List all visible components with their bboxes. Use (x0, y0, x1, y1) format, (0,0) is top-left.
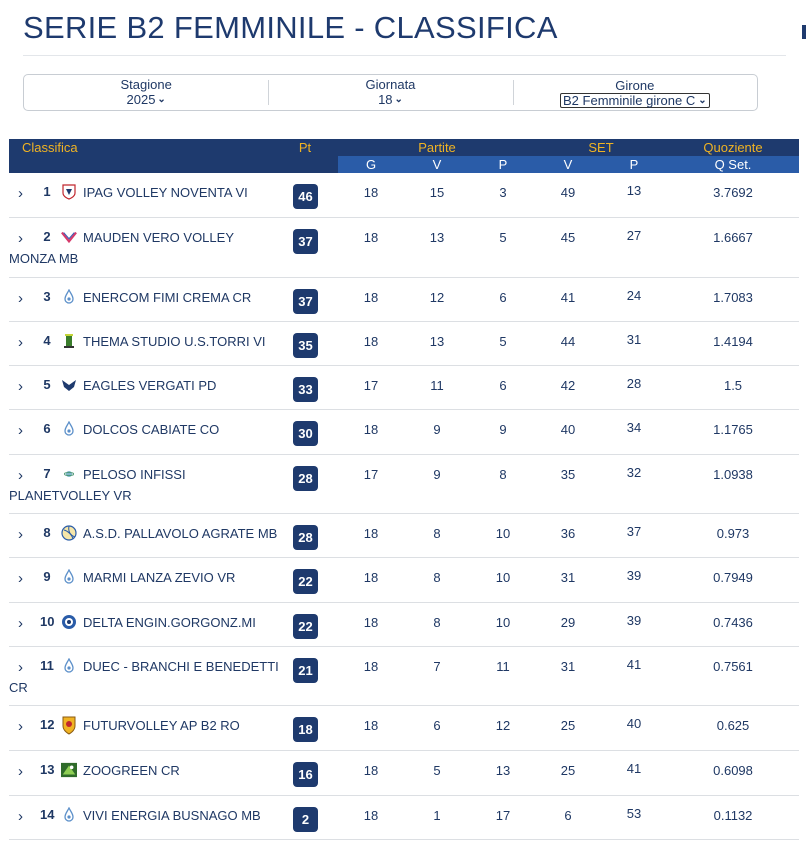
matches-won: 8 (433, 526, 441, 541)
position-number: 14 (40, 807, 55, 822)
table-header-sub (9, 156, 799, 173)
header-sets-lost: P (629, 157, 639, 172)
team-name[interactable]: DELTA ENGIN.GORGONZ.MI (83, 615, 256, 630)
table-row[interactable] (9, 751, 799, 796)
table-body (9, 173, 799, 840)
matches-lost: 9 (499, 422, 507, 437)
matches-won: 9 (433, 467, 441, 482)
position-number: 11 (40, 658, 54, 673)
filter-bar (23, 74, 758, 111)
group-value: B2 Femminile girone C (563, 92, 696, 108)
set-ratio: 0.1132 (713, 808, 753, 823)
sets-lost: 28 (626, 376, 642, 391)
matches-played: 18 (363, 526, 379, 541)
points-badge: 37 (293, 289, 318, 314)
expand-chevron-icon[interactable]: › (18, 659, 23, 676)
sets-lost: 24 (626, 288, 642, 303)
table-row[interactable] (9, 410, 799, 455)
points-badge: 46 (293, 184, 318, 209)
season-select[interactable] (127, 92, 166, 108)
season-label: Stagione (120, 77, 172, 92)
team-name[interactable]: FUTURVOLLEY AP B2 RO (83, 718, 240, 733)
expand-chevron-icon[interactable]: › (18, 290, 23, 307)
set-ratio: 1.0938 (713, 467, 753, 482)
header-sets-won: V (563, 157, 573, 172)
table-row[interactable] (9, 218, 799, 278)
table-row[interactable] (9, 278, 799, 322)
position-number: 4 (43, 333, 51, 348)
expand-chevron-icon[interactable]: › (18, 467, 23, 484)
table-row[interactable] (9, 322, 799, 366)
matches-lost: 10 (495, 570, 511, 585)
set-ratio: 3.7692 (713, 185, 753, 200)
expand-chevron-icon[interactable]: › (18, 526, 23, 543)
table-row[interactable] (9, 603, 799, 647)
team-name[interactable]: IPAG VOLLEY NOVENTA VI (83, 185, 248, 200)
sets-lost: 27 (626, 228, 642, 243)
matches-lost: 10 (495, 526, 511, 541)
points-badge: 16 (293, 762, 318, 787)
matches-lost: 13 (495, 763, 511, 778)
set-ratio: 1.5 (723, 378, 743, 393)
expand-chevron-icon[interactable]: › (18, 230, 23, 247)
matches-played: 18 (363, 763, 379, 778)
season-value: 2025 (126, 92, 156, 107)
round-filter[interactable] (268, 75, 512, 110)
sets-won: 36 (560, 526, 576, 541)
sets-won: 25 (560, 763, 576, 778)
team-name[interactable]: DOLCOS CABIATE CO (83, 422, 220, 437)
sets-lost: 13 (626, 183, 642, 198)
title-divider (23, 55, 786, 56)
header-lost: P (498, 157, 508, 172)
team-name[interactable]: MARMI LANZA ZEVIO VR (83, 570, 236, 585)
team-name[interactable]: DUEC - BRANCHI E BENEDETTI CR (9, 659, 279, 695)
set-ratio: 1.6667 (713, 230, 753, 245)
sets-won: 35 (560, 467, 576, 482)
points-badge: 22 (293, 569, 318, 594)
matches-lost: 3 (499, 185, 507, 200)
matches-played: 18 (363, 808, 379, 823)
group-select[interactable] (560, 93, 710, 108)
points-badge: 35 (293, 333, 318, 358)
points-badge: 30 (293, 421, 318, 446)
header-standings: Classifica (22, 140, 78, 155)
table-row[interactable] (9, 455, 799, 514)
matches-played: 18 (363, 570, 379, 585)
sets-won: 25 (560, 718, 576, 733)
sets-won: 29 (560, 615, 576, 630)
set-ratio: 0.7436 (713, 615, 753, 630)
points-badge: 2 (293, 807, 318, 832)
sets-won: 49 (560, 185, 576, 200)
expand-chevron-icon[interactable]: › (18, 718, 23, 735)
sets-won: 31 (560, 570, 576, 585)
matches-won: 8 (433, 615, 441, 630)
matches-played: 18 (363, 718, 379, 733)
sets-lost: 53 (626, 806, 642, 821)
expand-chevron-icon[interactable]: › (18, 808, 23, 825)
table-row[interactable] (9, 366, 799, 410)
position-number: 5 (43, 377, 51, 392)
expand-chevron-icon[interactable]: › (18, 422, 23, 439)
team-name[interactable]: THEMA STUDIO U.S.TORRI VI (83, 334, 266, 349)
sets-lost: 40 (626, 716, 642, 731)
round-label: Giornata (365, 77, 416, 92)
matches-won: 13 (429, 334, 445, 349)
chevron-down-icon: ⌄ (157, 94, 166, 105)
team-name[interactable]: ENERCOM FIMI CREMA CR (83, 290, 252, 305)
matches-played: 18 (363, 422, 379, 437)
position-number: 12 (40, 717, 55, 732)
expand-chevron-icon[interactable]: › (18, 763, 23, 780)
position-number: 13 (40, 762, 55, 777)
set-ratio: 1.1765 (713, 422, 753, 437)
matches-won: 7 (433, 659, 441, 674)
matches-lost: 6 (499, 378, 507, 393)
position-number: 3 (43, 289, 51, 304)
expand-chevron-icon[interactable]: › (18, 334, 23, 351)
sets-lost: 37 (626, 524, 642, 539)
set-ratio: 1.4194 (713, 334, 753, 349)
matches-played: 18 (363, 659, 379, 674)
matches-played: 18 (363, 230, 379, 245)
sets-lost: 34 (626, 420, 642, 435)
chevron-down-icon: ⌄ (698, 94, 707, 106)
position-number: 6 (43, 421, 51, 436)
sets-lost: 32 (626, 465, 642, 480)
table-row[interactable] (9, 796, 799, 840)
expand-chevron-icon[interactable]: › (18, 378, 23, 395)
sets-lost: 41 (626, 657, 642, 672)
matches-played: 18 (363, 615, 379, 630)
position-number: 10 (40, 614, 55, 629)
corner-mark (802, 25, 806, 39)
matches-won: 5 (433, 763, 441, 778)
standings-table (9, 139, 799, 840)
matches-played: 18 (363, 290, 379, 305)
team-name[interactable]: ZOOGREEN CR (83, 763, 180, 778)
matches-won: 15 (429, 185, 445, 200)
set-ratio: 1.7083 (713, 290, 753, 305)
sets-lost: 41 (626, 761, 642, 776)
sets-won: 44 (560, 334, 576, 349)
team-name[interactable]: PELOSO INFISSI PLANETVOLLEY VR (9, 467, 186, 503)
set-ratio: 0.6098 (713, 763, 753, 778)
header-played: G (365, 157, 377, 172)
set-ratio: 0.7561 (713, 659, 753, 674)
header-matches: Partite (418, 140, 456, 155)
matches-won: 1 (433, 808, 441, 823)
table-row[interactable] (9, 173, 799, 218)
matches-played: 17 (363, 467, 379, 482)
matches-lost: 11 (496, 659, 510, 674)
group-label: Girone (615, 77, 655, 93)
table-header-top (9, 139, 799, 156)
matches-won: 8 (433, 570, 441, 585)
table-row[interactable] (9, 706, 799, 751)
points-badge: 22 (293, 614, 318, 639)
position-number: 8 (43, 525, 51, 540)
matches-won: 13 (429, 230, 445, 245)
sets-won: 42 (560, 378, 576, 393)
group-filter[interactable] (513, 75, 757, 110)
team-name[interactable]: A.S.D. PALLAVOLO AGRATE MB (83, 526, 278, 541)
season-filter[interactable] (24, 75, 268, 110)
round-value: 18 (378, 92, 393, 107)
team-name[interactable]: MAUDEN VERO VOLLEY MONZA MB (9, 230, 234, 266)
points-badge: 18 (293, 717, 318, 742)
sets-lost: 31 (626, 332, 642, 347)
team-name[interactable]: EAGLES VERGATI PD (83, 378, 217, 393)
expand-chevron-icon[interactable]: › (18, 570, 23, 587)
expand-chevron-icon[interactable]: › (18, 185, 23, 202)
sets-lost: 39 (626, 568, 642, 583)
table-row[interactable] (9, 647, 799, 706)
matches-lost: 5 (499, 230, 507, 245)
sets-lost: 39 (626, 613, 642, 628)
points-badge: 28 (293, 466, 318, 491)
chevron-down-icon: ⌄ (394, 94, 403, 105)
matches-played: 17 (363, 378, 379, 393)
matches-lost: 17 (495, 808, 511, 823)
position-number: 9 (43, 569, 51, 584)
matches-won: 11 (430, 378, 444, 393)
header-ratio: Quoziente (703, 140, 763, 155)
sets-won: 31 (560, 659, 576, 674)
matches-played: 18 (363, 334, 379, 349)
position-number: 2 (43, 229, 51, 244)
position-number: 7 (43, 466, 51, 481)
sets-won: 40 (560, 422, 576, 437)
matches-won: 12 (429, 290, 445, 305)
points-badge: 21 (293, 658, 318, 683)
set-ratio: 0.7949 (713, 570, 753, 585)
table-row[interactable] (9, 558, 799, 603)
position-number: 1 (43, 184, 51, 199)
matches-lost: 5 (499, 334, 507, 349)
matches-played: 18 (363, 185, 379, 200)
points-badge: 37 (293, 229, 318, 254)
matches-lost: 8 (499, 467, 507, 482)
round-select[interactable] (378, 92, 403, 108)
expand-chevron-icon[interactable]: › (18, 615, 23, 632)
points-badge: 33 (293, 377, 318, 402)
sets-won: 6 (564, 808, 572, 823)
header-points: Pt (298, 140, 312, 155)
matches-lost: 6 (499, 290, 507, 305)
sets-won: 45 (560, 230, 576, 245)
matches-won: 9 (433, 422, 441, 437)
set-ratio: 0.625 (716, 718, 750, 733)
header-sets: SET (588, 140, 614, 155)
header-won: V (432, 157, 442, 172)
points-badge: 28 (293, 525, 318, 550)
sets-won: 41 (560, 290, 576, 305)
set-ratio: 0.973 (716, 526, 750, 541)
matches-lost: 12 (495, 718, 511, 733)
header-set-ratio: Q Set. (714, 157, 752, 172)
page-title: SERIE B2 FEMMINILE - CLASSIFICA (23, 10, 558, 45)
team-name[interactable]: VIVI ENERGIA BUSNAGO MB (83, 808, 261, 823)
matches-won: 6 (433, 718, 441, 733)
table-row[interactable] (9, 514, 799, 558)
matches-lost: 10 (495, 615, 511, 630)
